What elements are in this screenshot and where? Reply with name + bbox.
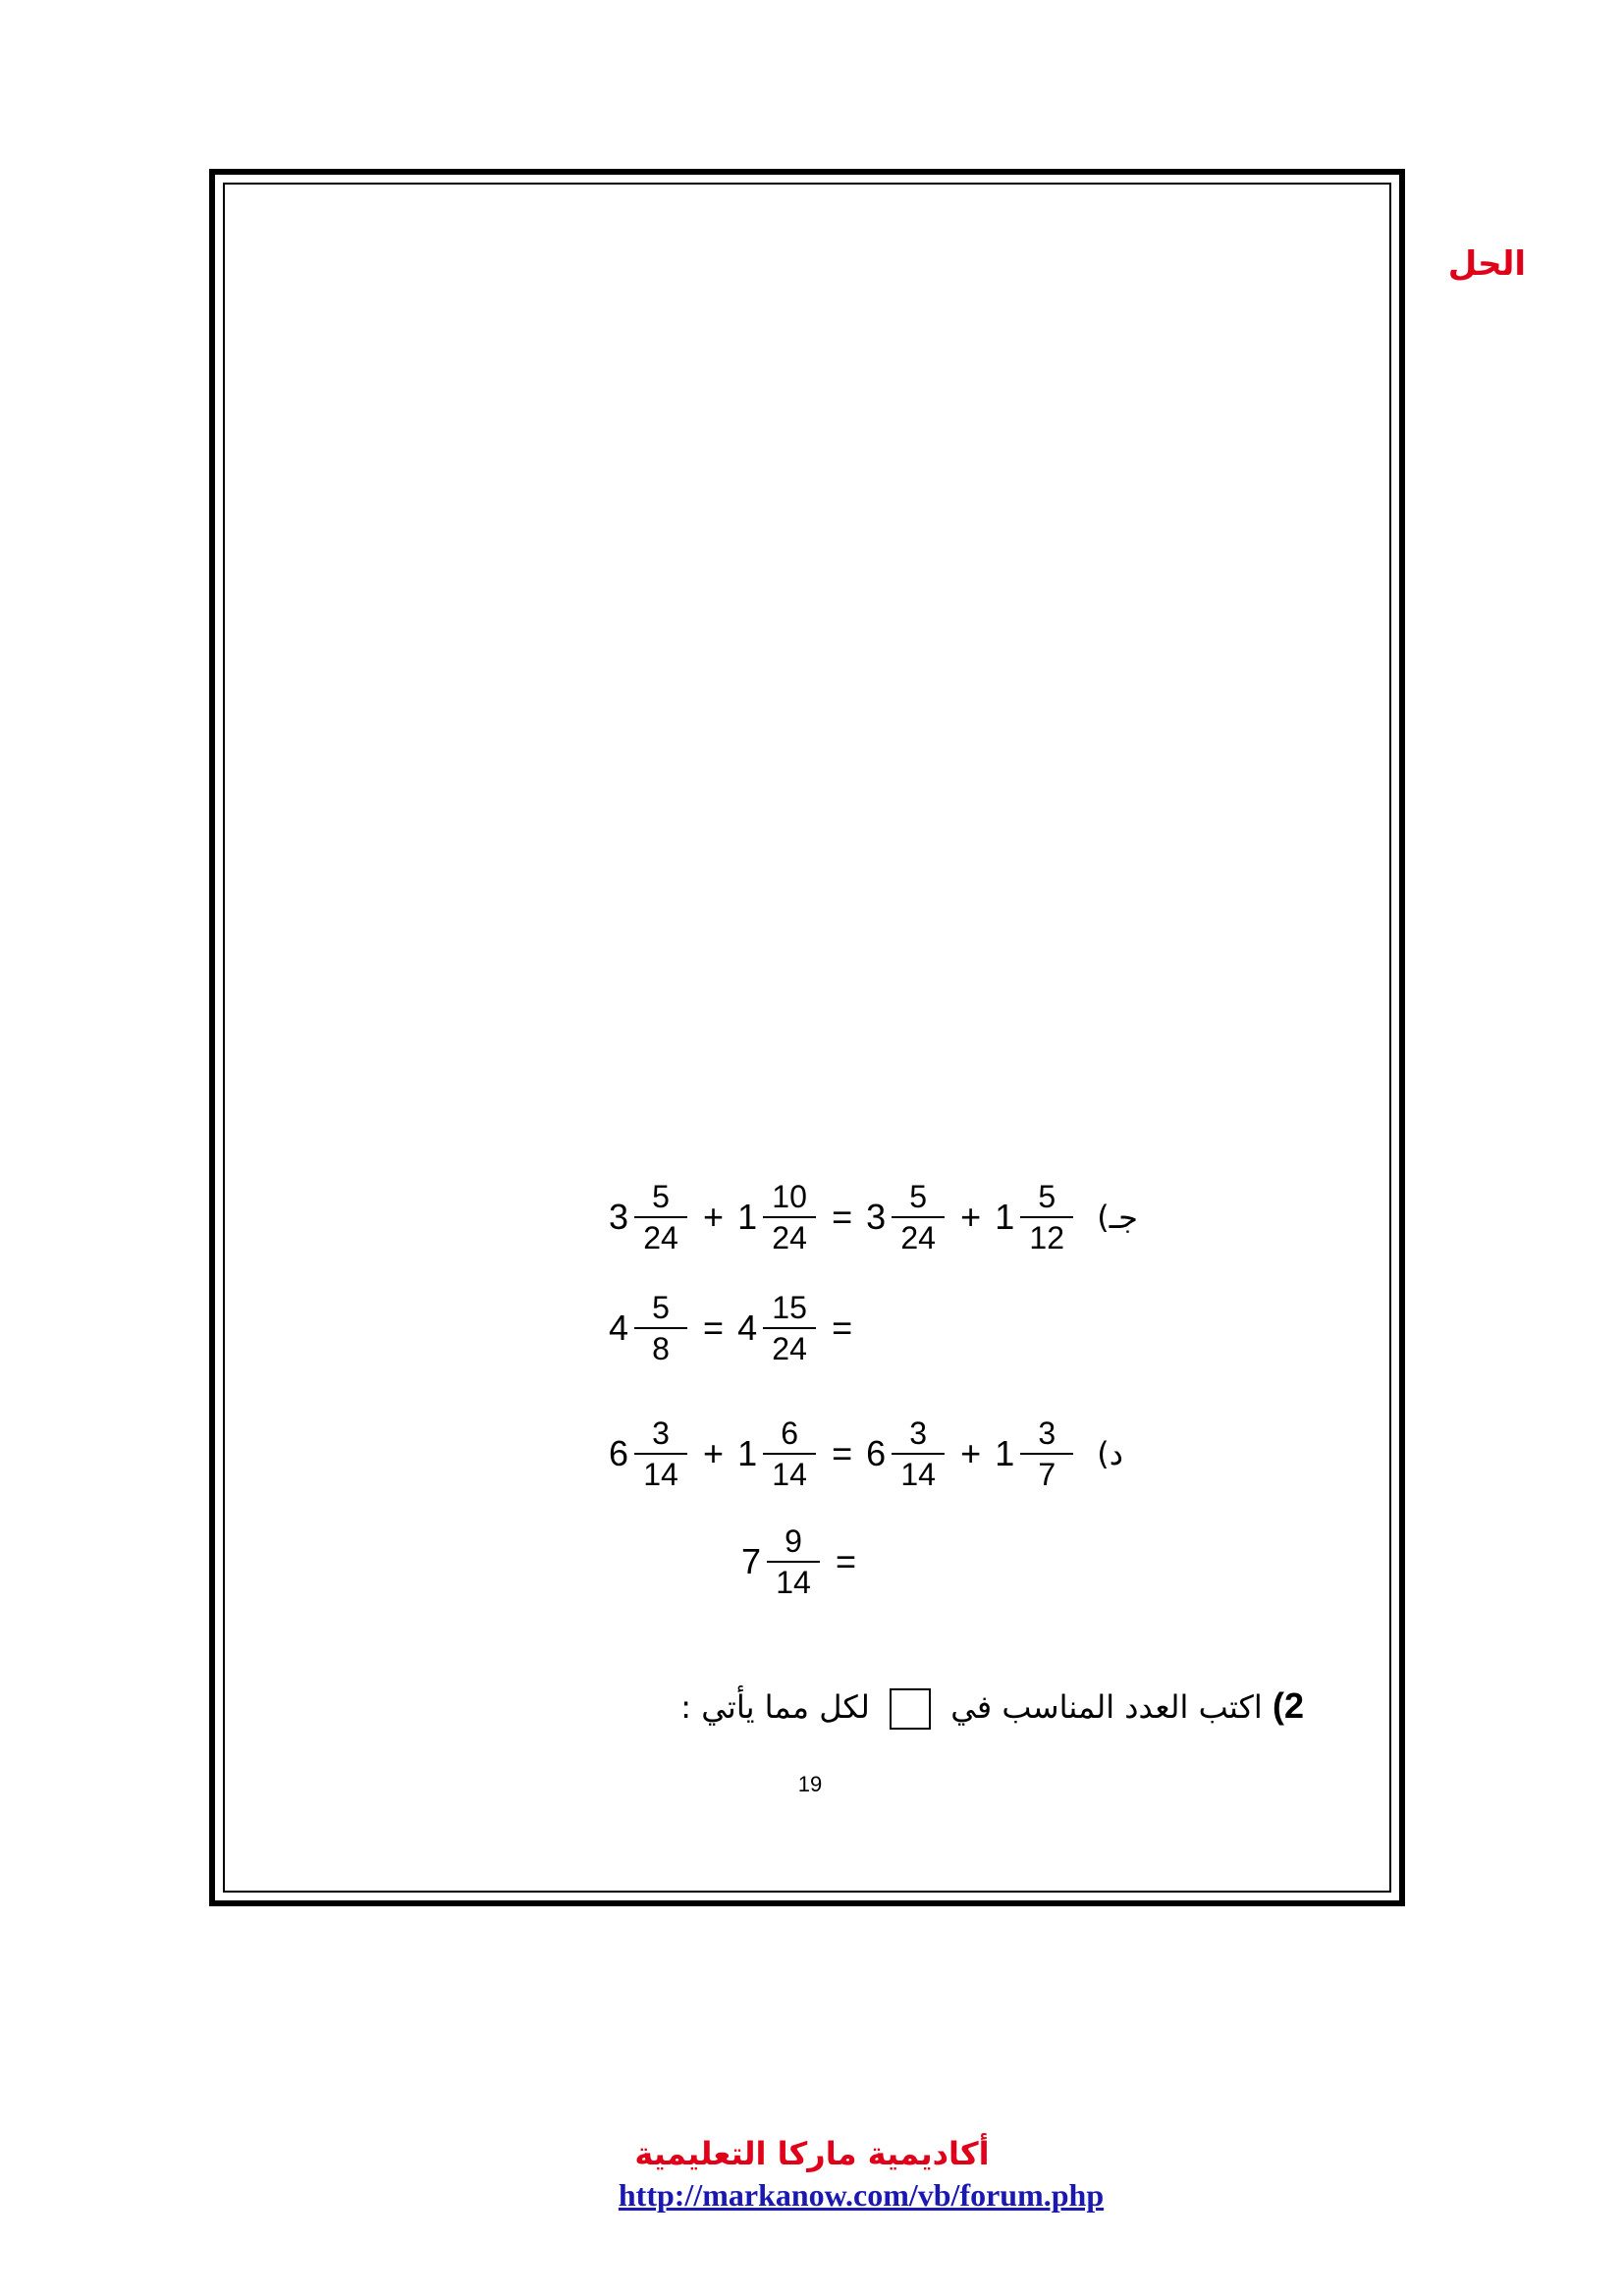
whole-number: 1 bbox=[995, 1197, 1015, 1237]
fraction bbox=[634, 1415, 687, 1492]
solution-heading: الحل bbox=[1447, 244, 1526, 284]
question-2 bbox=[680, 1684, 1304, 1730]
fraction-bar bbox=[892, 1453, 945, 1455]
footer-title: أكاديمية ماركا التعليمية bbox=[634, 2135, 990, 2172]
fraction bbox=[1020, 1415, 1073, 1492]
plus-sign: + bbox=[703, 1433, 725, 1473]
equation-row bbox=[609, 1410, 1123, 1498]
question-text-before-box: اكتب العدد المناسب في bbox=[950, 1688, 1263, 1726]
part-label: د) bbox=[1097, 1435, 1123, 1472]
numerator: 5 bbox=[652, 1290, 670, 1325]
fraction-bar bbox=[1020, 1453, 1073, 1455]
denominator: 24 bbox=[772, 1220, 807, 1255]
whole-number: 1 bbox=[995, 1433, 1015, 1473]
numerator: 5 bbox=[652, 1179, 670, 1214]
equation-row bbox=[741, 1518, 870, 1606]
fraction-bar bbox=[763, 1216, 816, 1218]
whole-number: 4 bbox=[609, 1308, 629, 1348]
fraction-bar bbox=[1020, 1216, 1073, 1218]
fraction-bar bbox=[763, 1327, 816, 1329]
fraction-bar bbox=[767, 1561, 820, 1563]
fraction bbox=[634, 1290, 687, 1366]
numerator: 6 bbox=[781, 1415, 798, 1451]
fraction bbox=[763, 1179, 816, 1255]
fraction-bar bbox=[892, 1216, 945, 1218]
fraction-bar bbox=[634, 1216, 687, 1218]
denominator: 14 bbox=[776, 1565, 811, 1600]
fraction bbox=[634, 1179, 687, 1255]
part-label: جـ) bbox=[1097, 1199, 1138, 1236]
page-border bbox=[209, 169, 1405, 1906]
numerator: 15 bbox=[772, 1290, 807, 1325]
plus-sign: + bbox=[960, 1197, 982, 1237]
whole-number: 3 bbox=[609, 1197, 629, 1237]
equals-sign: = bbox=[703, 1308, 725, 1348]
equals-sign: = bbox=[832, 1308, 853, 1348]
denominator: 14 bbox=[772, 1457, 807, 1492]
numerator: 3 bbox=[652, 1415, 670, 1451]
page-border-inner bbox=[223, 183, 1391, 1893]
equation-row bbox=[609, 1284, 866, 1372]
numerator: 5 bbox=[909, 1179, 928, 1214]
equation-row bbox=[609, 1173, 1138, 1261]
numerator: 5 bbox=[1038, 1179, 1056, 1214]
whole-number: 1 bbox=[737, 1197, 758, 1237]
denominator: 24 bbox=[772, 1331, 807, 1366]
whole-number: 6 bbox=[609, 1433, 629, 1473]
fraction bbox=[767, 1523, 820, 1600]
page-number: 19 bbox=[797, 1772, 823, 1796]
numerator: 10 bbox=[772, 1179, 807, 1214]
whole-number: 6 bbox=[866, 1433, 887, 1473]
fraction-bar bbox=[634, 1327, 687, 1329]
denominator: 14 bbox=[900, 1457, 936, 1492]
denominator: 8 bbox=[652, 1331, 670, 1366]
question-text-after-box: لكل مما يأتي : bbox=[680, 1688, 870, 1726]
denominator: 24 bbox=[900, 1220, 936, 1255]
plus-sign: + bbox=[960, 1433, 982, 1473]
numerator: 3 bbox=[909, 1415, 928, 1451]
answer-box bbox=[890, 1688, 931, 1730]
denominator: 24 bbox=[643, 1220, 678, 1255]
whole-number: 4 bbox=[737, 1308, 758, 1348]
plus-sign: + bbox=[703, 1197, 725, 1237]
fraction-bar bbox=[634, 1453, 687, 1455]
whole-number: 3 bbox=[866, 1197, 887, 1237]
numerator: 3 bbox=[1038, 1415, 1056, 1451]
denominator: 12 bbox=[1029, 1220, 1065, 1255]
footer-link[interactable]: http://markanow.com/vb/forum.php bbox=[618, 2177, 1105, 2213]
fraction bbox=[763, 1290, 816, 1366]
fraction bbox=[892, 1179, 945, 1255]
whole-number: 1 bbox=[737, 1433, 758, 1473]
equals-sign: = bbox=[836, 1541, 857, 1581]
whole-number: 7 bbox=[741, 1541, 762, 1581]
equals-sign: = bbox=[832, 1433, 853, 1473]
fraction bbox=[763, 1415, 816, 1492]
fraction-bar bbox=[763, 1453, 816, 1455]
numerator: 9 bbox=[785, 1523, 802, 1559]
question-number: 2) bbox=[1272, 1685, 1304, 1726]
fraction bbox=[1020, 1179, 1073, 1255]
denominator: 14 bbox=[643, 1457, 678, 1492]
fraction bbox=[892, 1415, 945, 1492]
denominator: 7 bbox=[1038, 1457, 1056, 1492]
equals-sign: = bbox=[832, 1197, 853, 1237]
